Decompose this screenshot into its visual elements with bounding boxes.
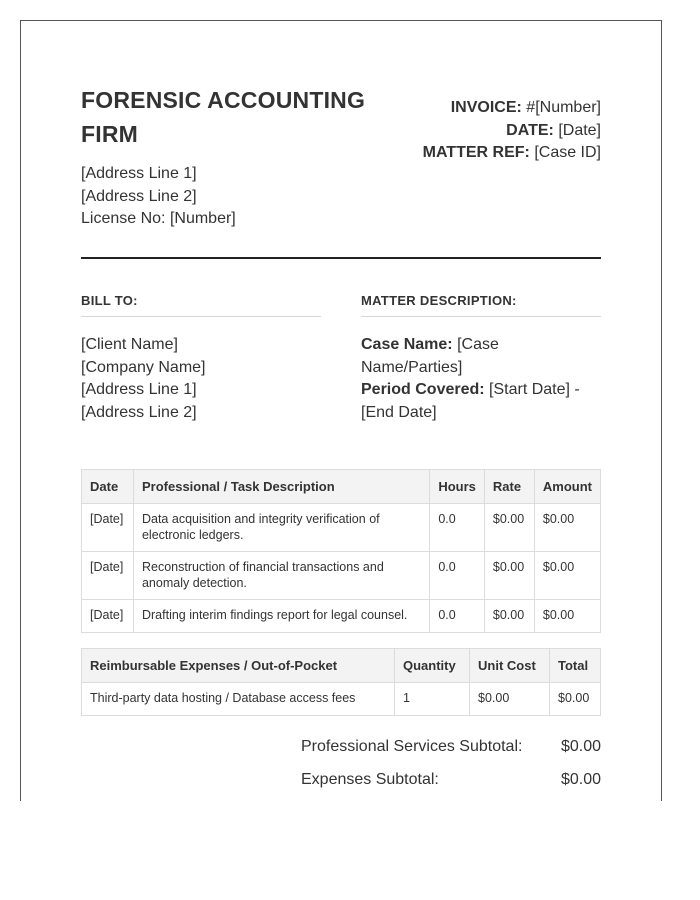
matter-ref [381, 142, 601, 165]
bill-to-details [81, 334, 321, 424]
table-row [82, 600, 601, 633]
expenses-header-total: Total [550, 649, 601, 683]
invoice-meta [381, 97, 601, 165]
services-header-hours: Hours [430, 470, 485, 504]
matter-details [361, 334, 601, 424]
expense-total: $0.00 [550, 683, 601, 716]
expense-description: Third-party data hosting / Database access fees [82, 683, 395, 716]
invoice-date-value: [Date] [558, 121, 601, 139]
invoice-date-label: DATE: [506, 121, 554, 139]
service-date: [Date] [82, 600, 134, 633]
service-amount: $0.00 [534, 504, 600, 552]
firm-address [81, 163, 381, 231]
bill-to-heading: BILL TO: [81, 293, 321, 317]
firm-address-line-2: [Address Line 2] [81, 187, 197, 205]
matter-description-heading: MATTER DESCRIPTION: [361, 293, 601, 317]
company-name: [Company Name] [81, 358, 206, 376]
license-value: [Number] [169, 210, 236, 227]
matter-description-section [361, 293, 601, 424]
expense-unit-cost: $0.00 [470, 683, 550, 716]
service-amount: $0.00 [534, 552, 600, 600]
services-header-date: Date [82, 470, 134, 504]
expenses-header-row [82, 649, 601, 683]
invoice-number-label: INVOICE: [450, 99, 522, 116]
header-divider [81, 257, 601, 259]
service-description: Data acquisition and integrity verification of electronic ledgers. [133, 504, 429, 552]
expenses-subtotal-value: $0.00 [560, 771, 601, 788]
license-label: License No: [81, 210, 166, 227]
invoice-page [20, 20, 662, 801]
service-rate: $0.00 [484, 552, 534, 600]
services-header-rate: Rate [484, 470, 534, 504]
firm-address-line-1: [Address Line 1] [81, 165, 197, 182]
service-amount: $0.00 [534, 600, 600, 633]
service-date: [Date] [82, 504, 134, 552]
table-row [82, 683, 601, 716]
expenses-header-description: Reimbursable Expenses / Out-of-Pocket [82, 649, 395, 683]
client-address-line-1: [Address Line 1] [81, 381, 197, 398]
expenses-table [81, 648, 601, 716]
matter-ref-label: MATTER REF: [422, 144, 530, 161]
services-subtotal-value: $0.00 [560, 738, 601, 755]
expenses-header-quantity: Quantity [395, 649, 470, 683]
services-header-description: Professional / Task Description [133, 470, 429, 504]
services-subtotal-row [301, 737, 601, 770]
period-covered-value: [Start Date] - [End Date] [361, 381, 580, 421]
expense-quantity: 1 [395, 683, 470, 716]
invoice-number [381, 97, 601, 120]
client-name: [Client Name] [81, 336, 178, 353]
service-date: [Date] [82, 552, 134, 600]
case-name [361, 334, 601, 379]
services-header-amount: Amount [534, 470, 600, 504]
service-hours: 0.0 [430, 600, 485, 633]
matter-ref-value: [Case ID] [534, 144, 601, 161]
invoice-number-value: #[Number] [526, 99, 601, 116]
invoice-date [381, 120, 601, 143]
period-covered [361, 379, 601, 424]
expenses-header-unit-cost: Unit Cost [470, 649, 550, 683]
service-rate: $0.00 [484, 504, 534, 552]
case-name-label: Case Name: [361, 336, 453, 353]
client-address-line-2: [Address Line 2] [81, 403, 197, 421]
expenses-subtotal-label: Expenses Subtotal: [301, 771, 439, 788]
firm-license [81, 208, 381, 231]
case-name-value: [Case Name/Parties] [361, 336, 499, 376]
services-subtotal-label: Professional Services Subtotal: [301, 738, 523, 755]
services-table [81, 469, 601, 633]
service-rate: $0.00 [484, 600, 534, 633]
service-description: Drafting interim findings report for legal counsel. [133, 600, 429, 633]
period-covered-label: Period Covered: [361, 381, 485, 398]
service-hours: 0.0 [430, 504, 485, 552]
totals-section [301, 737, 601, 801]
table-row [82, 552, 601, 600]
services-header-row [82, 470, 601, 504]
expenses-subtotal-row [301, 770, 601, 801]
service-description: Reconstruction of financial transactions and anomaly detection. [133, 552, 429, 600]
firm-name: FORENSIC ACCOUNTING FIRM [81, 87, 366, 147]
bill-to-section [81, 293, 321, 424]
table-row [82, 504, 601, 552]
service-hours: 0.0 [430, 552, 485, 600]
